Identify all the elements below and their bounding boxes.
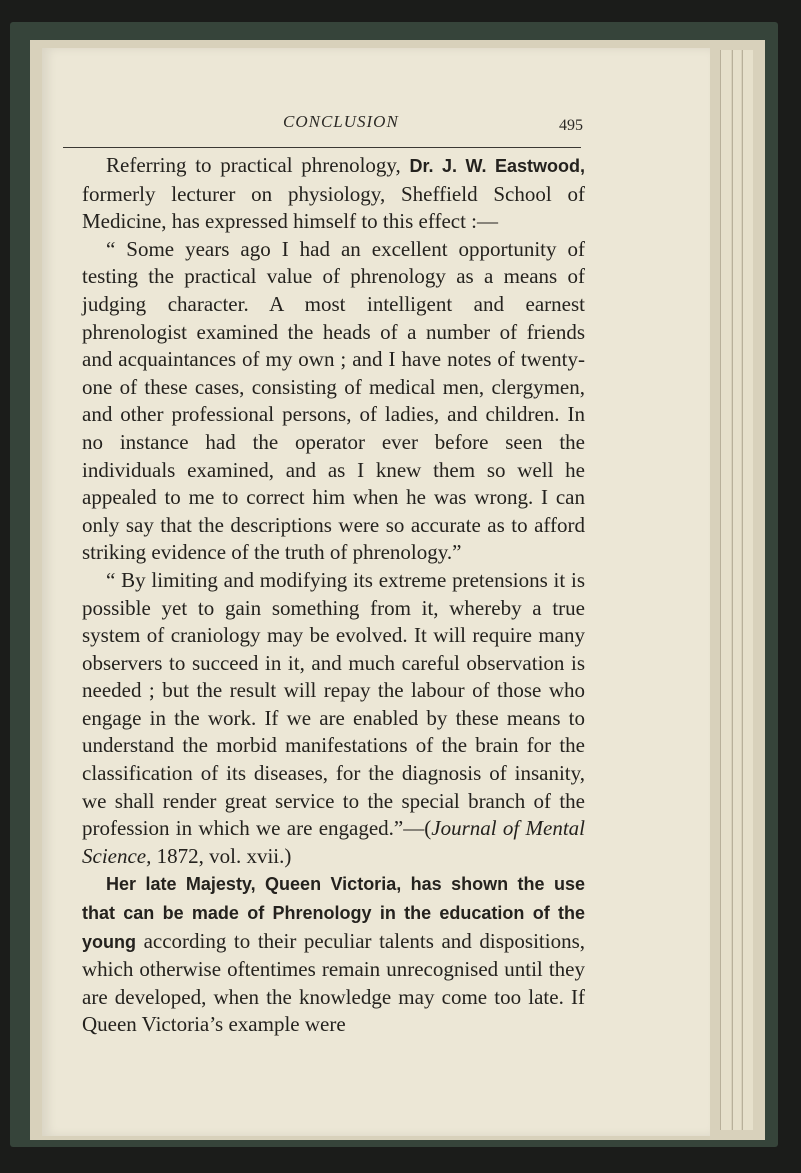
bold-statement: Her late Majesty, Queen Victoria, has shown the use that can be made of Phrenology in the education of the young <box>82 874 585 952</box>
paragraph-text: formerly lecturer on physiology, Sheffield School of Medicine, has expressed himself to this effect :— <box>82 181 585 234</box>
page-edge <box>732 50 741 1130</box>
body-text <box>82 152 585 1039</box>
page-edge <box>742 50 753 1130</box>
paragraph <box>82 567 585 871</box>
header-rule <box>63 147 581 148</box>
page-number: 495 <box>559 117 583 134</box>
page-header <box>103 112 583 142</box>
paragraph: “ Some years ago I had an excellent opportunity of testing the practical value of phrenology as a means of judging character. A most intelligent and earnest phrenologist examined the heads of a number of friends and acquaintances of my own ; and I have notes of twenty-one of these cases, consisting of medical men, clergymen, and other professional persons, of ladies, and children. In no instance had the operator ever before seen the individuals examined, and as I knew them so well he appealed to me to correct him when he was wrong. I can only say that the descriptions were so accurate as to afford striking evidence of the truth of phrenology.” <box>82 236 585 565</box>
running-title: CONCLUSION <box>283 112 399 131</box>
paragraph-text: Referring to practical phrenology, <box>106 153 410 177</box>
citation-title: Journal of Mental Science, <box>82 816 585 868</box>
paragraph-text: “ By limiting and modifying its extreme pretensions it is possible yet to gain something from it, whereby a true system of craniology may be evolved. It will require many observers to succeed in it, and much careful observation is needed ; but the result will repay the labour of those who engage in the work. If we are enabled by these means to understand the morbid manifestations of the brain for the classification of its diseases, for the diagnosis of insanity, we shall render great service to the special branch of the profession in which we are engaged.”—( <box>82 567 585 841</box>
paragraph <box>82 152 585 236</box>
paragraph-text: according to their peculiar talents and dispositions, which otherwise oftentimes remain unrecognised until they are developed, when the knowledge may come too late. If Queen Victoria’s example were <box>82 928 585 1037</box>
citation-details: 1872, vol. xvii.) <box>151 843 292 868</box>
paragraph <box>82 870 585 1039</box>
bold-name: Dr. J. W. Eastwood, <box>409 156 585 176</box>
page-edge <box>720 50 731 1130</box>
